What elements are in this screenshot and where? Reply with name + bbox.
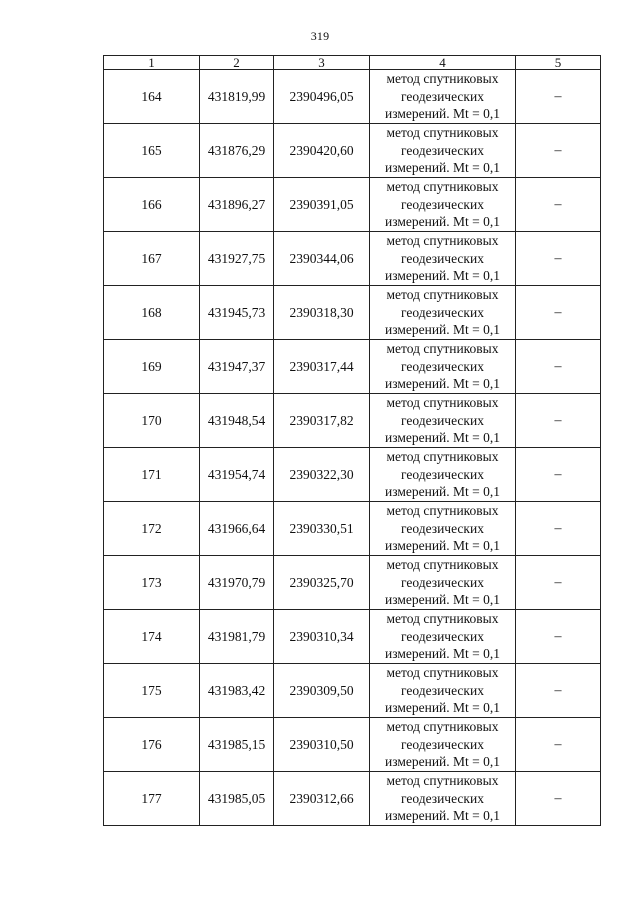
point-number: 176 [104, 718, 200, 772]
method-description [370, 502, 516, 556]
method-line: метод спутниковых [386, 341, 499, 357]
table-row [104, 664, 601, 718]
method-line: измерений. Mt = 0,1 [384, 484, 501, 500]
coordinate-x: 431981,79 [200, 610, 274, 664]
header-col-5: 5 [516, 56, 601, 70]
method-description [370, 448, 516, 502]
method-line: геодезических [401, 682, 484, 698]
method-line: геодезических [401, 88, 484, 104]
method-line: измерений. Mt = 0,1 [384, 430, 501, 446]
coordinate-y: 2390312,66 [274, 772, 370, 826]
method-line: измерений. Mt = 0,1 [384, 322, 501, 338]
note-dash: – [516, 124, 601, 178]
note-dash: – [516, 772, 601, 826]
method-line: геодезических [401, 304, 484, 320]
method-line: метод спутниковых [386, 287, 499, 303]
table-row [104, 340, 601, 394]
coordinate-x: 431948,54 [200, 394, 274, 448]
header-col-4: 4 [370, 56, 516, 70]
note-dash: – [516, 286, 601, 340]
method-line: геодезических [401, 142, 484, 158]
method-description [370, 178, 516, 232]
note-dash: – [516, 448, 601, 502]
coordinate-x: 431876,29 [200, 124, 274, 178]
header-col-2: 2 [200, 56, 274, 70]
note-dash: – [516, 232, 601, 286]
coordinate-y: 2390318,30 [274, 286, 370, 340]
method-line: геодезических [401, 520, 484, 536]
point-number: 165 [104, 124, 200, 178]
method-line: метод спутниковых [386, 179, 499, 195]
coordinate-y: 2390317,44 [274, 340, 370, 394]
method-line: геодезических [401, 628, 484, 644]
method-line: геодезических [401, 196, 484, 212]
method-line: геодезических [401, 574, 484, 590]
point-number: 166 [104, 178, 200, 232]
note-dash: – [516, 340, 601, 394]
note-dash: – [516, 610, 601, 664]
table-row [104, 70, 601, 124]
table-row [104, 772, 601, 826]
method-line: измерений. Mt = 0,1 [384, 754, 501, 770]
point-number: 169 [104, 340, 200, 394]
method-description [370, 124, 516, 178]
method-line: измерений. Mt = 0,1 [384, 538, 501, 554]
point-number: 164 [104, 70, 200, 124]
note-dash: – [516, 664, 601, 718]
method-line: метод спутниковых [386, 71, 499, 87]
table-row [104, 286, 601, 340]
method-line: метод спутниковых [386, 503, 499, 519]
coordinate-x: 431954,74 [200, 448, 274, 502]
method-line: геодезических [401, 412, 484, 428]
table-row [104, 232, 601, 286]
page-number: 319 [310, 29, 330, 43]
point-number: 167 [104, 232, 200, 286]
coordinate-x: 431896,27 [200, 178, 274, 232]
point-number: 168 [104, 286, 200, 340]
coordinate-x: 431985,15 [200, 718, 274, 772]
coordinate-y: 2390310,34 [274, 610, 370, 664]
method-line: измерений. Mt = 0,1 [384, 646, 501, 662]
method-description [370, 664, 516, 718]
method-line: измерений. Mt = 0,1 [384, 700, 501, 716]
method-description [370, 718, 516, 772]
method-line: метод спутниковых [386, 773, 499, 789]
coordinate-x: 431947,37 [200, 340, 274, 394]
method-line: измерений. Mt = 0,1 [384, 808, 501, 824]
method-line: метод спутниковых [386, 449, 499, 465]
method-line: измерений. Mt = 0,1 [384, 592, 501, 608]
coordinate-x: 431970,79 [200, 556, 274, 610]
method-line: измерений. Mt = 0,1 [384, 376, 501, 392]
table-row [104, 556, 601, 610]
table-row [104, 502, 601, 556]
method-line: геодезических [401, 466, 484, 482]
coordinate-y: 2390325,70 [274, 556, 370, 610]
note-dash: – [516, 394, 601, 448]
method-description [370, 340, 516, 394]
table-row [104, 718, 601, 772]
coordinate-x: 431945,73 [200, 286, 274, 340]
coordinate-y: 2390317,82 [274, 394, 370, 448]
coordinate-y: 2390310,50 [274, 718, 370, 772]
coordinate-y: 2390330,51 [274, 502, 370, 556]
table-body [104, 70, 601, 826]
table-row [104, 394, 601, 448]
coordinate-x: 431985,05 [200, 772, 274, 826]
method-line: геодезических [401, 790, 484, 806]
note-dash: – [516, 556, 601, 610]
method-line: метод спутниковых [386, 719, 499, 735]
method-line: метод спутниковых [386, 557, 499, 573]
method-description [370, 232, 516, 286]
coordinate-x: 431819,99 [200, 70, 274, 124]
method-line: метод спутниковых [386, 233, 499, 249]
coordinates-table [103, 55, 601, 826]
note-dash: – [516, 502, 601, 556]
method-line: измерений. Mt = 0,1 [384, 268, 501, 284]
method-description [370, 286, 516, 340]
method-line: геодезических [401, 358, 484, 374]
point-number: 177 [104, 772, 200, 826]
coordinate-y: 2390344,06 [274, 232, 370, 286]
point-number: 173 [104, 556, 200, 610]
header-col-1: 1 [104, 56, 200, 70]
coordinate-x: 431927,75 [200, 232, 274, 286]
note-dash: – [516, 70, 601, 124]
coordinate-x: 431983,42 [200, 664, 274, 718]
coordinate-y: 2390391,05 [274, 178, 370, 232]
method-line: метод спутниковых [386, 611, 499, 627]
method-line: метод спутниковых [386, 395, 499, 411]
method-line: измерений. Mt = 0,1 [384, 160, 501, 176]
point-number: 171 [104, 448, 200, 502]
point-number: 172 [104, 502, 200, 556]
method-line: измерений. Mt = 0,1 [384, 106, 501, 122]
method-line: метод спутниковых [386, 125, 499, 141]
table-row [104, 124, 601, 178]
point-number: 174 [104, 610, 200, 664]
method-description [370, 610, 516, 664]
table-row [104, 178, 601, 232]
method-line: геодезических [401, 250, 484, 266]
point-number: 175 [104, 664, 200, 718]
coordinate-y: 2390322,30 [274, 448, 370, 502]
note-dash: – [516, 178, 601, 232]
table-row [104, 610, 601, 664]
coordinate-y: 2390496,05 [274, 70, 370, 124]
coordinate-y: 2390420,60 [274, 124, 370, 178]
method-line: измерений. Mt = 0,1 [384, 214, 501, 230]
coordinate-y: 2390309,50 [274, 664, 370, 718]
header-col-3: 3 [274, 56, 370, 70]
note-dash: – [516, 718, 601, 772]
table-header-row [104, 56, 601, 70]
method-description [370, 556, 516, 610]
table-row [104, 448, 601, 502]
method-line: метод спутниковых [386, 665, 499, 681]
method-description [370, 70, 516, 124]
method-line: геодезических [401, 736, 484, 752]
method-description [370, 772, 516, 826]
point-number: 170 [104, 394, 200, 448]
coordinate-x: 431966,64 [200, 502, 274, 556]
method-description [370, 394, 516, 448]
